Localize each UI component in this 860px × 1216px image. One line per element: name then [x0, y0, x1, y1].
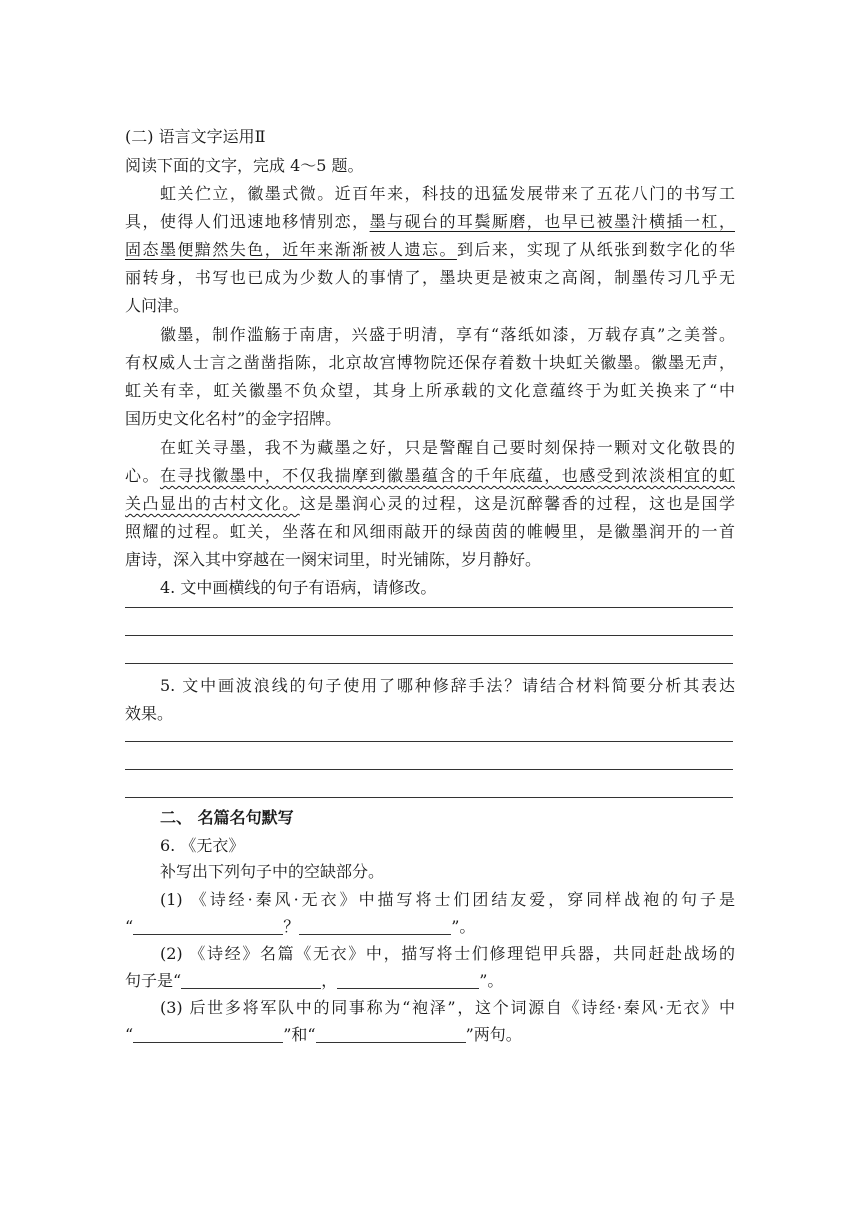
- separator: ？: [283, 917, 300, 936]
- plain-text: 这是墨润心灵的过程，这是沉醉馨香的过程，这也是国学: [299, 494, 735, 513]
- paragraph1-line1: 虹关伫立，徽墨式微。近百年来，科技的迅猛发展带来了五花八门的书写工: [160, 184, 735, 203]
- answer-line[interactable]: [125, 663, 733, 664]
- paragraph3-line2: [125, 466, 735, 486]
- paragraph1-line2: [125, 212, 735, 232]
- wavy-underlined-sentence: 关凸显出的古村文化。: [125, 494, 300, 513]
- paragraph2-line1: 徽墨，制作滥觞于南唐，兴盛于明清，享有“落纸如漆，万载存真”之美誉。: [160, 325, 735, 344]
- paragraph2-line3: 虹关有幸，虹关徽墨不负众望，其身上所承载的文化意蕴终于为虹关换来了“中: [125, 381, 735, 400]
- paragraph3-line5: 唐诗，深入其中穿越在一阕宋词里，时光铺陈，岁月静好。: [125, 550, 542, 569]
- underlined-sentence: 固态墨便黯然失色，近年来渐渐被人遗忘。: [125, 240, 457, 259]
- plain-text: 具，使得人们迅速地移情别恋，: [125, 212, 370, 231]
- question-6-prompt: 补写出下列句子中的空缺部分。: [160, 862, 385, 881]
- answer-line[interactable]: [125, 769, 733, 770]
- fill-blank[interactable]: [133, 918, 283, 935]
- section-header: (二) 语言文字运用Ⅱ: [125, 127, 266, 146]
- answer-line[interactable]: [125, 635, 733, 636]
- answer-line[interactable]: [125, 797, 733, 798]
- prefix-text: 句子是“: [125, 971, 182, 990]
- fill-blank[interactable]: [181, 972, 321, 989]
- paragraph1-line4: 丽转身，书写也已成为少数人的事情了，墨块更是被束之高阁，制墨传习几乎无: [125, 268, 735, 287]
- section2-header: 二、 名篇名句默写: [160, 808, 294, 827]
- separator: ，: [321, 971, 338, 990]
- fill-blank[interactable]: [337, 972, 479, 989]
- question-5-line2: 效果。: [125, 704, 174, 723]
- q6-item1-line1: (1) 《诗经·秦风·无衣》中描写将士们团结友爱，穿同样战袍的句子是: [160, 890, 735, 909]
- quote-close: ”两句。: [465, 1025, 522, 1044]
- paragraph2-line4: 国历史文化名村”的金字招牌。: [125, 409, 342, 428]
- q6-item3-line1: (3) 后世多将军队中的同事称为“袍泽”，这个词源自《诗经·秦风·无衣》中: [160, 998, 735, 1017]
- paragraph3-line1: 在虹关寻墨，我不为藏墨之好，只是警醒自己要时刻保持一颗对文化敬畏的: [160, 438, 735, 457]
- q6-item2-line1: (2) 《诗经》名篇《无衣》中，描写将士们修理铠甲兵器，共同赶赴战场的: [160, 944, 735, 963]
- fill-blank[interactable]: [316, 1026, 466, 1043]
- question-5-line1: 5. 文中画波浪线的句子使用了哪种修辞手法？请结合材料简要分析其表达: [160, 676, 735, 695]
- quote-close: ”。: [451, 917, 476, 936]
- wavy-underlined-sentence: 在寻找徽墨中，不仅我揣摩到徽墨蕴含的千年底蕴，也感受到浓淡相宜的虹: [159, 466, 735, 485]
- paragraph1-line5: 人问津。: [125, 296, 190, 315]
- q6-item3-line2: [125, 1025, 735, 1045]
- quote-open: “: [125, 1025, 134, 1044]
- paragraph2-line2: 有权威人士言之凿凿指陈，北京故宫博物院还保存着数十块虹关徽墨。徽墨无声，: [125, 353, 735, 372]
- paragraph1-line3: [125, 240, 735, 260]
- instruction-text: 阅读下面的文字，完成 4～5 题。: [125, 156, 364, 175]
- answer-line[interactable]: [125, 607, 733, 608]
- separator: ”和“: [283, 1025, 316, 1044]
- paragraph3-line4: 照耀的过程。虹关，坐落在和风细雨敲开的绿茵茵的帷幔里，是徽墨润开的一首: [125, 522, 735, 541]
- paragraph3-line3: [125, 494, 735, 514]
- quote-close: ”。: [479, 971, 504, 990]
- q6-item2-line2: [125, 971, 735, 991]
- quote-open: “: [125, 917, 134, 936]
- answer-line[interactable]: [125, 741, 733, 742]
- q6-item1-line2: [125, 917, 735, 937]
- plain-text: 到后来，实现了从纸张到数字化的华: [456, 240, 735, 259]
- fill-blank[interactable]: [299, 918, 451, 935]
- question-4: 4. 文中画横线的句子有语病，请修改。: [160, 578, 437, 597]
- question-6-title: 6. 《无衣》: [160, 836, 245, 855]
- plain-text: 心。: [125, 466, 160, 485]
- underlined-sentence: 墨与砚台的耳鬓厮磨，也早已被墨汁横插一杠，: [369, 212, 735, 231]
- fill-blank[interactable]: [133, 1026, 283, 1043]
